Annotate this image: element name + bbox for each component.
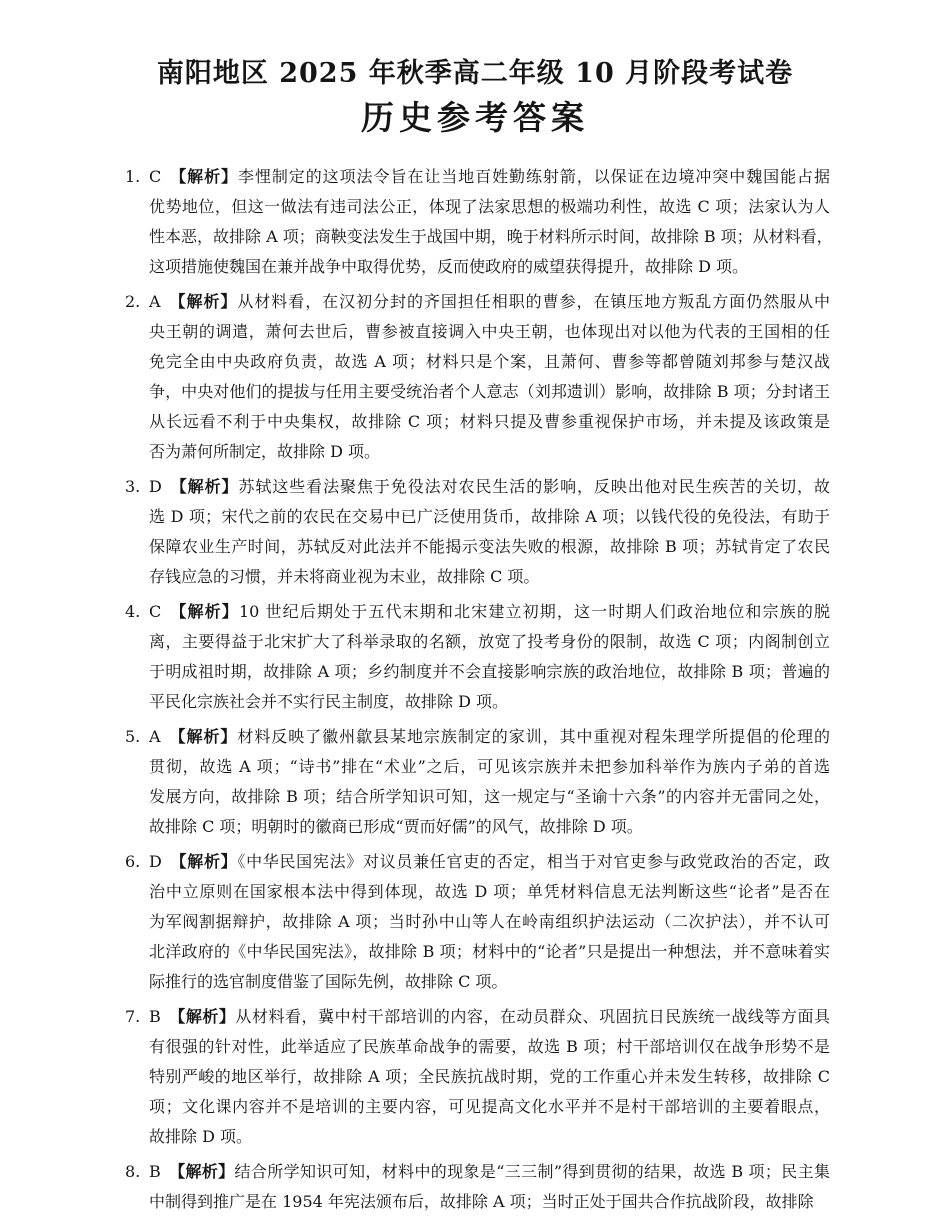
question-number: 4. [125,602,141,621]
analysis-label: 【解析】 [169,602,239,621]
analysis-label: 【解析】 [168,727,238,746]
explanation-line: 性本恶，故排除 A 项；商鞅变法发生于战国中期，晚于材料所示时间，故排除 B 项；从材料看， [149,227,833,246]
answer-item [125,722,830,842]
explanation-line: 有很强的针对性，此举适应了民族革命战争的需要，故选 B 项；村干部培训仅在战争形势不是 [149,1037,830,1056]
answer-letter: D [149,852,170,871]
question-number: 3. [125,477,141,496]
answer-item [125,847,830,997]
answer-item [125,287,830,467]
answer-letter: B [149,1007,169,1026]
explanation-line: 于明成祖时期，故排除 A 项；乡约制度并不会直接影响宗族的政治地位，故排除 B 项；普遍的 [149,662,830,681]
answer-list [125,162,833,1222]
analysis-label: 【解析】 [168,1007,236,1026]
explanation-line: 存钱应急的习惯，并未将商业视为末业，故排除 C 项。 [149,567,540,586]
answer-key-heading: 历史参考答案 [361,98,589,137]
explanation-line: A 【解析】从材料看，在汉初分封的齐国担任相职的曹参，在镇压地方叛乱方面仍然服从中 [149,292,830,311]
explanation-line: 优势地位，但这一做法有违司法公正，体现了法家思想的极端功利性，故选 C 项；法家认为人 [149,197,830,216]
explanation-line: 发展方向，故排除 B 项；结合所学知识可知，这一规定与“圣谕十六条”的内容并无雷同之处， [149,787,830,806]
analysis-label: 【解析】 [168,1162,235,1181]
exam-title: 南阳地区 2025 年秋季高二年级 10 月阶段考试卷 [156,58,794,89]
answer-item [125,472,830,592]
explanation-line: A 【解析】材料反映了徽州歙县某地宗族制定的家训，其中重视对程朱理学所提倡的伦理的 [149,727,830,746]
answer-letter: A [149,292,169,311]
explanation-line: 从长远看不利于中央集权，故排除 C 项；材料只提及曹参重视保护市场，并未提及该政策是 [149,412,830,431]
answer-item [125,1002,830,1152]
explanation-line: 特别严峻的地区举行，故排除 A 项；全民族抗战时期，党的工作重心并未发生转移，故排除 C [149,1067,830,1086]
explanation-line: 平民化宗族社会并不实行民主制度，故排除 D 项。 [149,692,509,711]
answer-item [125,597,830,717]
explanation-line: 际推行的选官制度借鉴了国际先例，故排除 C 项。 [149,972,508,991]
explanation-line: 贯彻，故选 A 项；“诗书”排在“术业”之后，可见该宗族并未把参加科举作为族内子弟的首选 [149,757,830,776]
analysis-label: 【解析】 [169,477,239,496]
answer-item [125,162,833,282]
explanation-line: 选 D 项；宋代之前的农民在交易中已广泛使用货币，故排除 A 项；以钱代役的免役法，有助于 [149,507,830,526]
question-number: 7. [125,1007,141,1026]
answer-letter: C [149,167,170,186]
explanation-line: D 【解析】《中华民国宪法》对议员兼任官吏的否定，相当于对官吏参与政党政治的否定，政 [149,852,830,871]
explanation-line: B 【解析】从材料看，冀中村干部培训的内容，在动员群众、巩固抗日民族统一战线等方面具 [149,1007,830,1026]
question-number: 6. [125,852,141,871]
explanation-line: 中制得到推广是在 1954 年宪法颁布后，故排除 A 项；当时正处于国共合作抗战阶段，故排除 [149,1192,814,1211]
question-number: 2. [125,292,141,311]
explanation-line: 项；文化课内容并不是培训的主要内容，可见提高文化水平并不是村干部培训的主要着眼点， [149,1097,830,1116]
explanation-line: 为军阀割据辩护，故排除 A 项；当时孙中山等人在岭南组织护法运动（二次护法），并不认可 [149,912,830,931]
answer-letter: A [149,727,169,746]
answer-item [125,1157,830,1217]
analysis-label: 【解析】 [169,852,238,871]
analysis-label: 【解析】 [168,292,238,311]
explanation-line: 央王朝的调遣，萧何去世后，曹参被直接调入中央王朝，也体现出对以他为代表的王国相的任 [149,322,830,341]
answer-letter: D [149,477,170,496]
explanation-line: 故排除 C 项；明朝时的徽商已形成“贾而好儒”的风气，故排除 D 项。 [149,817,643,836]
explanation-line: 北洋政府的《中华民国宪法》，故排除 B 项；材料中的“论者”只是提出一种想法，并不意味着实 [149,942,830,961]
explanation-line: 否为萧何所制定，故排除 D 项。 [149,442,381,461]
explanation-line: 这项措施使魏国在兼并战争中取得优势，反而使政府的威望获得提升，故排除 D 项。 [149,257,749,276]
explanation-line: 故排除 D 项。 [149,1127,253,1146]
question-number: 8. [125,1162,141,1181]
explanation-line: 争，中央对他们的提拔与任用主要受统治者个人意志（刘邦遗训）影响，故排除 B 项；分封诸王 [149,382,830,401]
question-number: 5. [125,727,141,746]
explanation-line: D 【解析】苏轼这些看法聚焦于免役法对农民生活的影响，反映出他对民生疾苦的关切，故 [149,477,830,496]
answer-letter: B [149,1162,169,1181]
explanation-line: C 【解析】10 世纪后期处于五代末期和北宋建立初期，这一时期人们政治地位和宗族的脱 [149,602,830,621]
explanation-line: B 【解析】结合所学知识可知，材料中的现象是“三三制”得到贯彻的结果，故选 B 项；民主集 [149,1162,830,1181]
explanation-line: C 【解析】李悝制定的这项法令旨在让当地百姓勤练射箭，以保证在边境冲突中魏国能占据 [149,167,830,186]
answer-letter: C [149,602,170,621]
explanation-line: 保障农业生产时间，苏轼反对此法并不能揭示变法失败的根源，故排除 B 项；苏轼肯定了农民 [149,537,830,556]
question-number: 1. [125,167,141,186]
analysis-label: 【解析】 [169,167,238,186]
explanation-line: 免完全由中央政府负责，故选 A 项；材料只是个案，且萧何、曹参等都曾随刘邦参与楚汉战 [149,352,830,371]
explanation-line: 离，主要得益于北宋扩大了科举录取的名额，放宽了投考身份的限制，故选 C 项；内阁制创立 [149,632,830,651]
explanation-line: 治中立原则在国家根本法中得到体现，故选 D 项；单凭材料信息无法判断这些“论者”是否在 [149,882,830,901]
